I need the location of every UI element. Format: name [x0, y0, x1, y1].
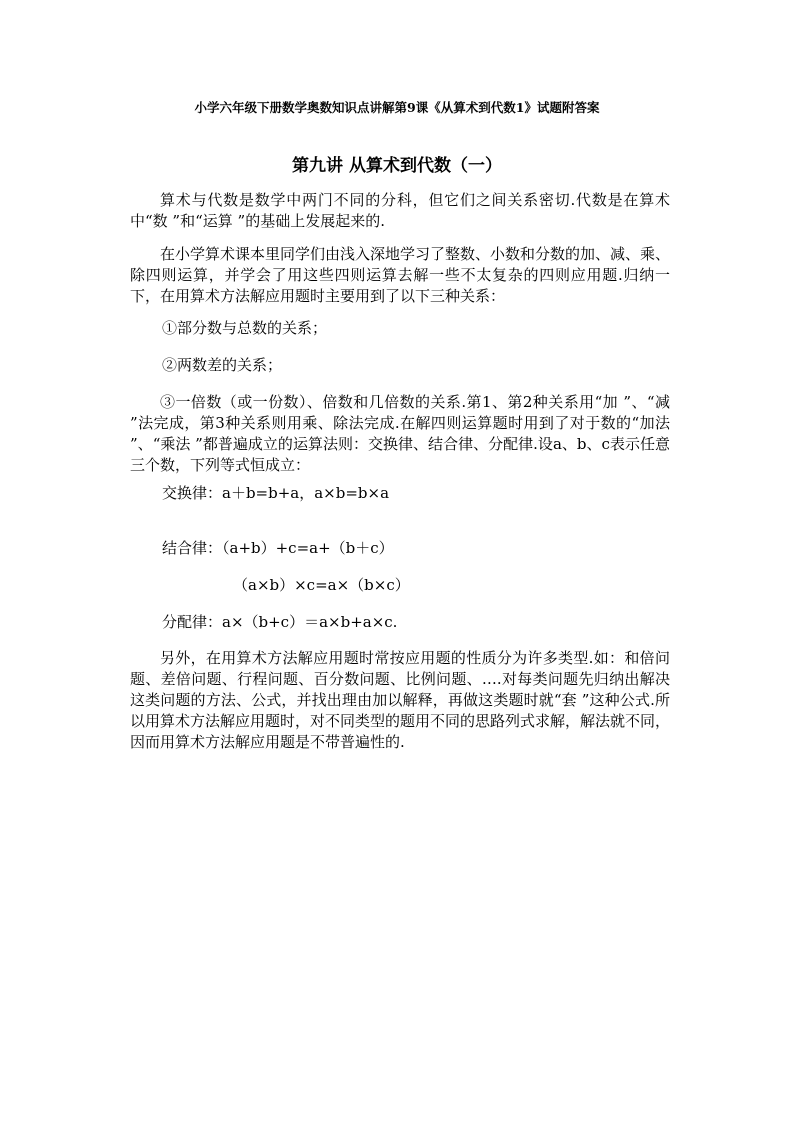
relation-item-1: ①部分数与总数的关系； [162, 319, 328, 337]
relation-item-3: ③一倍数（或一份数）、倍数和几倍数的关系.第1、第2种关系用“加 ”、“减 ”法完成，第3种关系则用乘、除法完成.在解四则运算题时用到了对于数的“加法 ”、“乘法 ”都普遍成立的运算法则：交换律、结合律、分配律.设a、b、c表示任意三个数，下列等式恒成立： [130, 393, 670, 474]
intro-paragraph: 算术与代数是数学中两门不同的分科，但它们之间关系密切.代数是在算术中“数 ”和“运算 ”的基础上发展起来的. [130, 191, 670, 230]
lesson-title: 第九讲 从算术到代数（一） [292, 156, 502, 176]
associative-law: 结合律：（a+b）+c=a+（b＋c） [162, 539, 394, 557]
relation-item-2: ②两数差的关系； [162, 356, 283, 374]
problem-types-paragraph: 另外，在用算术方法解应用题时常按应用题的性质分为许多类型.如：和倍问题、差倍问题、行程问题、百分数问题、比例问题、….对每类问题先归纳出解决这类问题的方法、公式，并找出理由加以解释，再做这类题时就“套 ”这种公式.所以用算术方法解应用题时，对不同类型的题用不同的思路列式求解，解法就不同，因而用算术方法解应用题是不带普遍性的. [130, 649, 671, 751]
commutative-law: 交换律：a＋b=b+a，a×b=b×a [162, 484, 390, 502]
arithmetic-paragraph: 在小学算术课本里同学们由浅入深地学习了整数、小数和分数的加、减、乘、除四则运算，并学会了用这些四则运算去解一些不太复杂的四则应用题.归纳一下，在用算术方法解应用题时主要用到了以下三种关系： [130, 245, 671, 305]
associative-law-multiplication: （a×b）×c=a×（b×c） [233, 576, 410, 594]
document-header-title: 小学六年级下册数学奥数知识点讲解第9课《从算术到代数1》试题附答案 [194, 100, 600, 115]
distributive-law: 分配律：a×（b+c）＝a×b+a×c. [162, 613, 398, 631]
